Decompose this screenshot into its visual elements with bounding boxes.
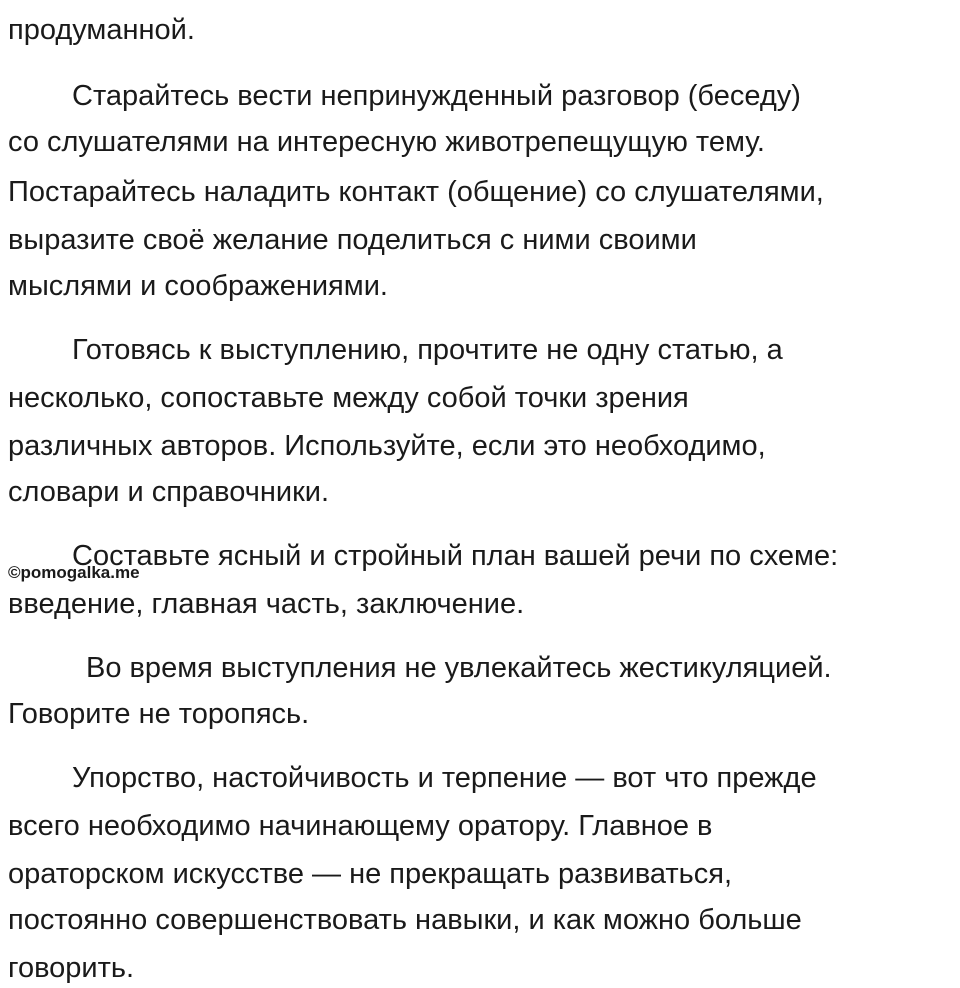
text-line: Составьте ясный и стройный план вашей речи по схеме:: [72, 540, 839, 572]
text-line: введение, главная часть, заключение.: [8, 588, 525, 620]
text-line: Постарайтесь наладить контакт (общение) со слушателями,: [8, 176, 824, 208]
text-line: со слушателями на интересную животрепещущую тему.: [8, 126, 765, 158]
text-line: словари и справочники.: [8, 476, 330, 508]
text-line: Во время выступления не увлекайтесь жестикуляцией.: [86, 652, 832, 684]
text-line: Говорите не торопясь.: [8, 698, 310, 730]
watermark: ©pomogalka.me: [8, 563, 140, 582]
text-line: всего необходимо начинающему оратору. Главное в: [8, 810, 713, 842]
text-line: ораторском искусстве — не прекращать развиваться,: [8, 858, 733, 890]
text-line: Старайтесь вести непринужденный разговор (беседу): [72, 80, 801, 112]
text-line: постоянно совершенствовать навыки, и как можно больше: [8, 904, 802, 936]
text-line: выразите своё желание поделиться с ними своими: [8, 224, 697, 256]
text-line: мыслями и соображениями.: [8, 270, 388, 302]
text-line: говорить.: [8, 952, 135, 984]
text-line: различных авторов. Используйте, если это необходимо,: [8, 430, 766, 462]
text-line: Упорство, настойчивость и терпение — вот что прежде: [72, 762, 817, 794]
text-line: Готовясь к выступлению, прочтите не одну статью, а: [72, 334, 783, 366]
text-line: продуманной.: [8, 14, 195, 46]
text-line: несколько, сопоставьте между собой точки зрения: [8, 382, 689, 414]
